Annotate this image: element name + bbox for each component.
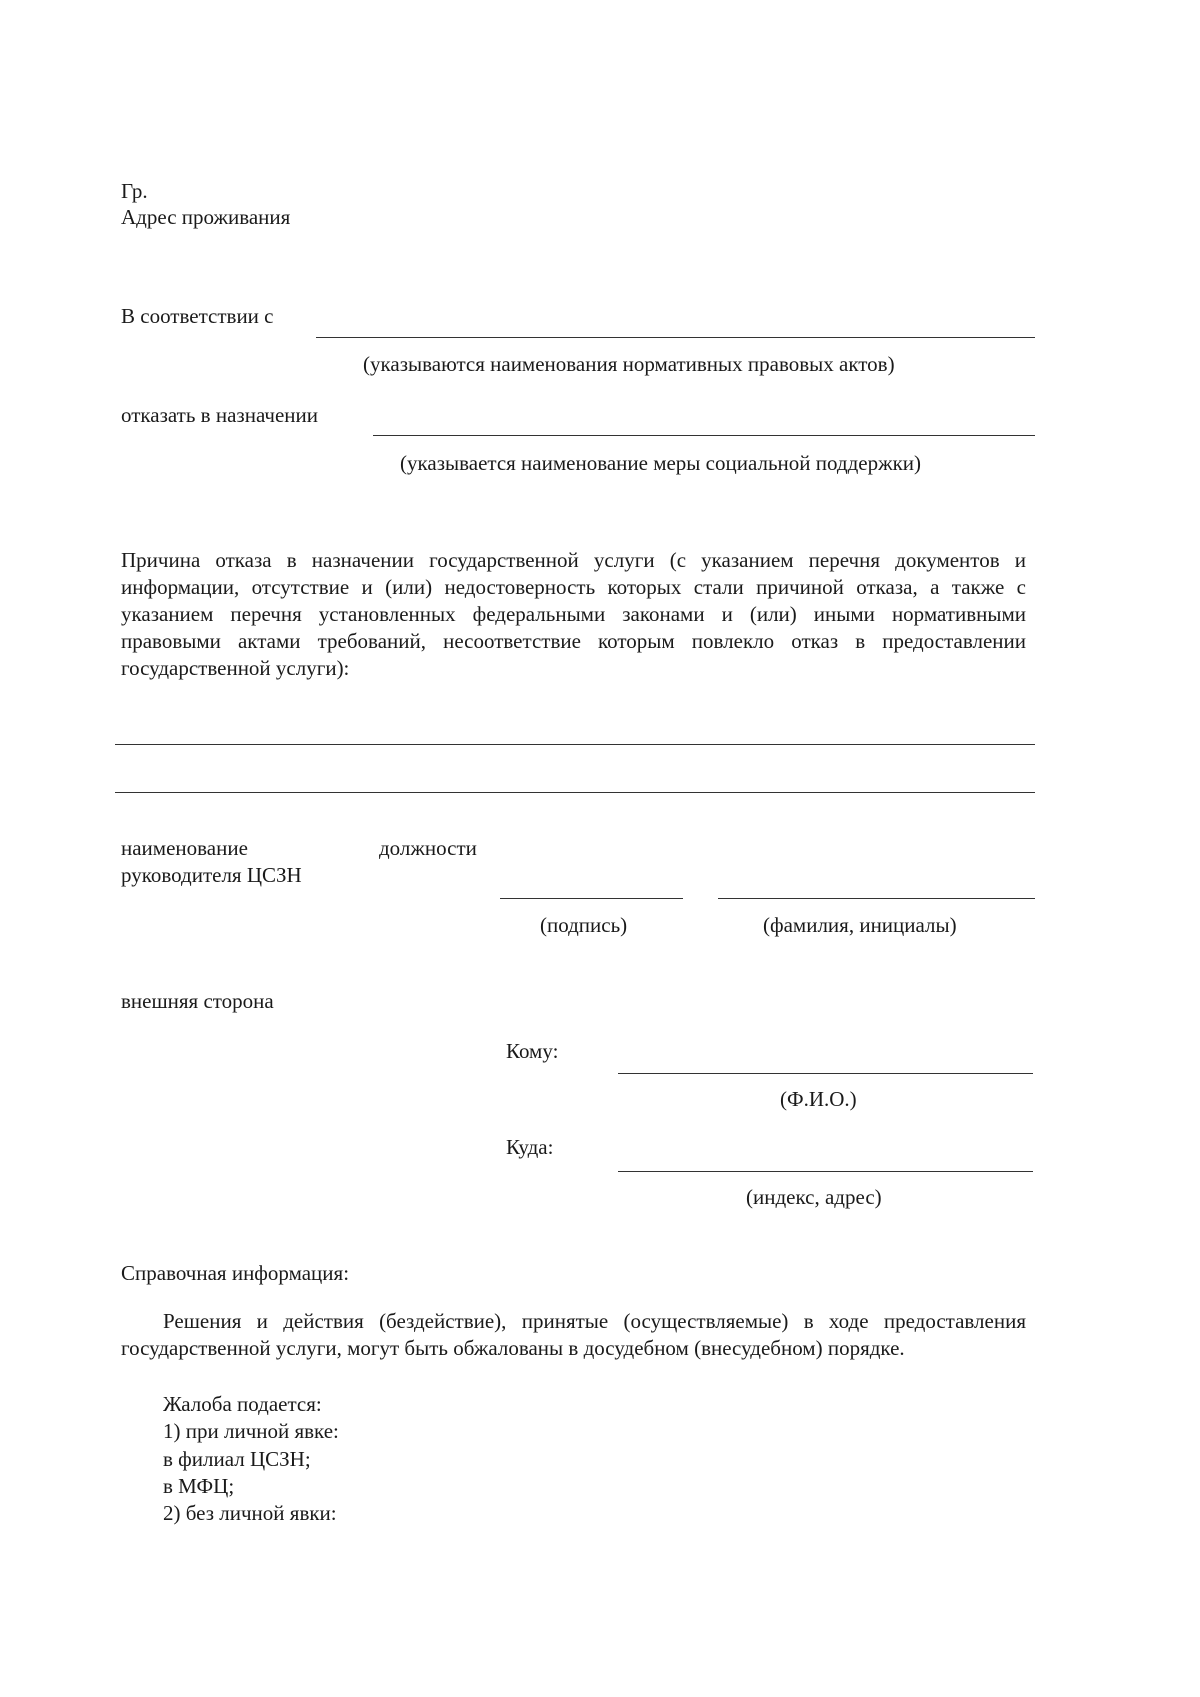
position-word-1: наименование <box>121 836 248 860</box>
reference-item: 2) без личной явки: <box>163 1501 337 1525</box>
reference-item: Жалоба подается: <box>163 1392 322 1416</box>
acts-caption: (указываются наименования нормативных правовых актов) <box>363 352 895 376</box>
reference-item: в филиал ЦСЗН; <box>163 1447 311 1471</box>
measure-line <box>373 435 1035 436</box>
measure-caption: (указывается наименование меры социальной поддержки) <box>400 451 922 475</box>
name-line <box>718 898 1035 899</box>
reference-title: Справочная информация: <box>121 1261 350 1285</box>
signature-caption: (подпись) <box>540 913 628 937</box>
where-label: Куда: <box>506 1135 554 1159</box>
position-line-2: руководителя ЦСЗН <box>121 863 302 887</box>
to-caption: (Ф.И.О.) <box>780 1087 857 1111</box>
outer-side-label: внешняя сторона <box>121 989 274 1013</box>
name-caption: (фамилия, инициалы) <box>763 913 957 937</box>
reason-line-1 <box>115 744 1035 745</box>
reference-item: 1) при личной явке: <box>163 1419 339 1443</box>
reference-paragraph: Решения и действия (бездействие), принятые (осуществляемые) в ходе предоставления государственной услуги, могут быть обжалованы в досудебном (внесудебном) порядке. <box>121 1309 1026 1360</box>
signature-line <box>500 898 683 899</box>
to-line <box>618 1073 1033 1074</box>
in-accordance-label: В соответствии с <box>121 304 274 328</box>
address-label: Адрес проживания <box>121 205 291 229</box>
position-word-2: должности <box>379 836 477 860</box>
acts-line <box>316 337 1035 338</box>
refuse-label: отказать в назначении <box>121 403 319 427</box>
reference-item: в МФЦ; <box>163 1474 235 1498</box>
reason-line-2 <box>115 792 1035 793</box>
to-label: Кому: <box>506 1039 559 1063</box>
where-caption: (индекс, адрес) <box>746 1185 882 1209</box>
where-line <box>618 1171 1033 1172</box>
citizen-label: Гр. <box>121 179 148 203</box>
reason-paragraph: Причина отказа в назначении государственной услуги (с указанием перечня документов и информации, отсутствие и (или) недостоверность которых стали причиной отказа, а также с указанием перечня установленных федеральными законами и (или) иными нормативными правовыми актами требований, несоответствие которым повлекло отказ в предоставлении государственной услуги): <box>121 548 1026 680</box>
